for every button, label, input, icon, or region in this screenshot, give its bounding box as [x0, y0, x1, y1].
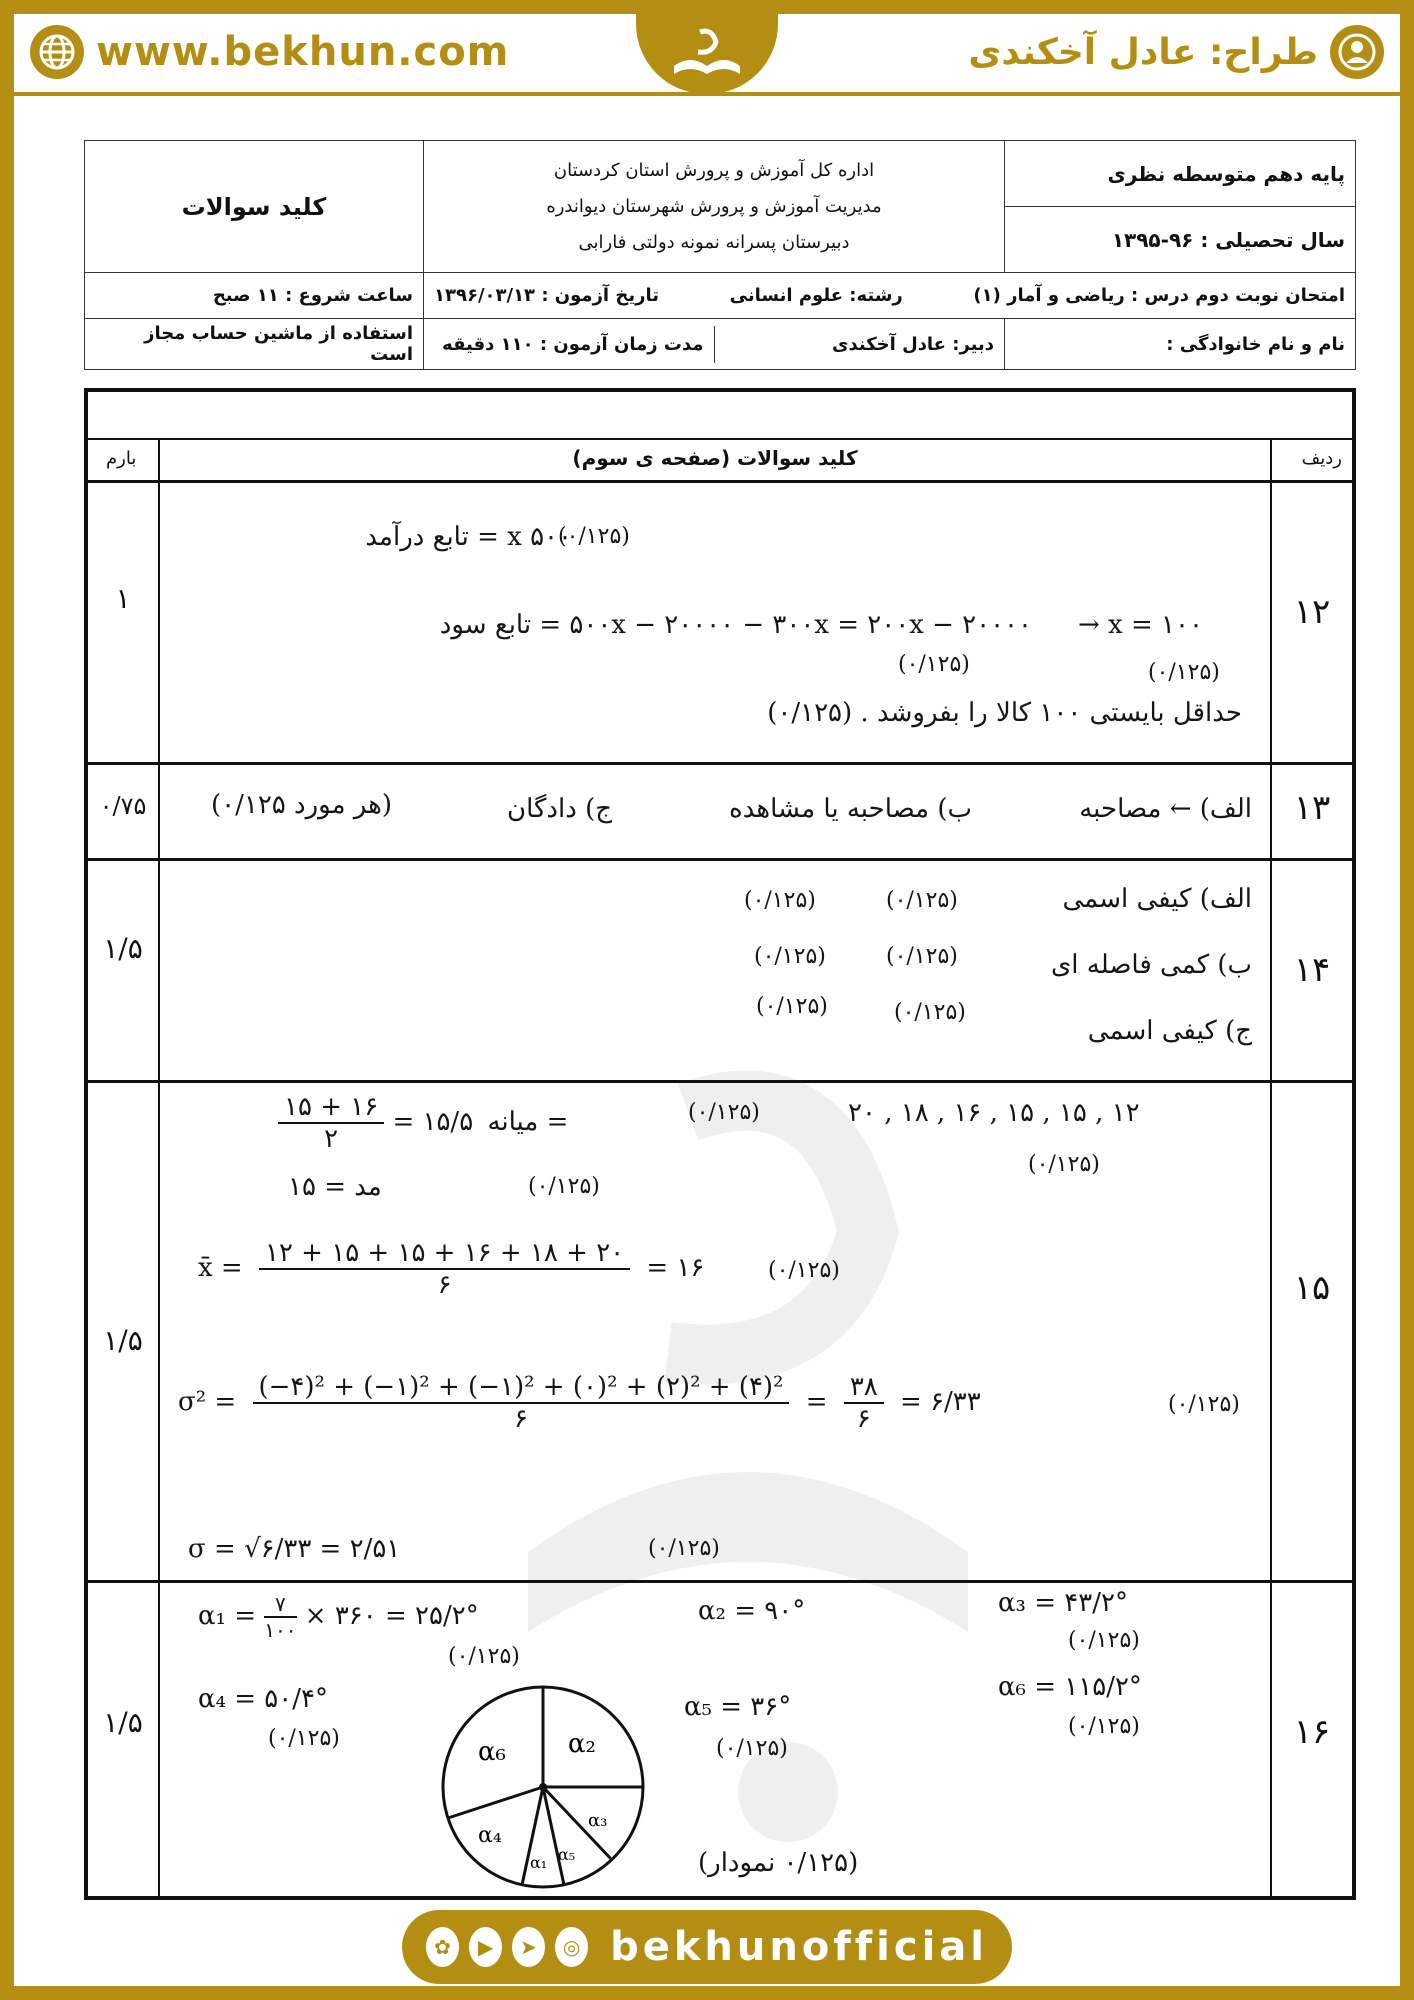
aparat-icon[interactable]: ✿ — [426, 1927, 459, 1967]
row-number: ۱۵ — [1293, 1268, 1331, 1308]
score-column-divider — [158, 438, 160, 1896]
fraction-numerator: ۳۸ — [844, 1372, 884, 1404]
mean-fraction — [259, 1238, 630, 1300]
org-line-1: اداره کل آموزش و پرورش استان کردستان — [553, 159, 875, 181]
answer-line: α₃ = ۴۳/۲° — [998, 1588, 1128, 1618]
designer-credit — [968, 24, 1384, 80]
fraction-denominator: ۶ — [514, 1404, 528, 1434]
answer-line: (۰/۱۲۵) — [558, 524, 630, 549]
website-url: www.bekhun.com — [96, 29, 510, 75]
answer-line: ب) مصاحبه یا مشاهده — [729, 794, 972, 824]
mean-formula — [198, 1238, 704, 1300]
col-title-label: کلید سوالات (صفحه ی سوم) — [572, 446, 858, 470]
answer-line: ج) کیفی اسمی — [1087, 1016, 1252, 1046]
pie-label-a6: α₆ — [478, 1737, 506, 1767]
answer-line: ۵۰۰ x = تابع درآمد — [365, 522, 572, 552]
row-number: ۱۴ — [1293, 950, 1331, 990]
teacher-name: دبیر: عادل آخکندی — [714, 326, 1005, 363]
pie-center — [539, 1783, 547, 1791]
teacher-duration-row — [424, 319, 1005, 370]
row-number: ۱۶ — [1293, 1712, 1331, 1752]
fraction-numerator: ۱۵ + ۱۶ — [278, 1092, 384, 1124]
std-dev-line: σ = √۶/۳۳ = ۲/۵۱ — [188, 1534, 401, 1564]
row-divider — [88, 1080, 1352, 1083]
exam-duration: مدت زمان آزمون : ۱۱۰ دقیقه — [442, 333, 704, 355]
answer-line: ب) کمی فاصله ای — [1050, 950, 1252, 980]
fraction-denominator: ۱۰۰ — [264, 1618, 297, 1642]
answer-line: الف) ← مصاحبه — [1079, 794, 1252, 824]
start-time: ساعت شروع : ۱۱ صبح — [85, 273, 424, 319]
alpha1-fraction — [264, 1592, 296, 1642]
row-score: ۱/۵ — [103, 932, 143, 965]
variance-formula — [178, 1372, 981, 1434]
social-bar — [402, 1910, 1012, 1984]
user-icon — [1330, 25, 1384, 79]
answer-line: (۰/۱۲۵) — [894, 1000, 966, 1025]
row-number: ۱۲ — [1293, 592, 1331, 632]
answer-line: (۰/۱۲۵) — [768, 1258, 840, 1283]
median-label: میانه = — [487, 1107, 569, 1137]
row-divider — [88, 1580, 1352, 1583]
mean-result: = ۱۶ — [646, 1253, 705, 1283]
answer-line: (۰/۱۲۵) — [648, 1536, 720, 1561]
instagram-icon[interactable]: ◎ — [555, 1927, 588, 1967]
answer-line: ۲۰ , ۱۸ , ۱۶ , ۱۵ , ۱۵ , ۱۲ — [848, 1098, 1140, 1128]
row-column-divider — [1270, 438, 1272, 1896]
answer-line: (۰/۱۲۵) — [716, 1736, 788, 1761]
median-fraction — [278, 1092, 384, 1154]
answer-line: (هر مورد ۰/۱۲۵) — [210, 790, 392, 820]
row-score: ۱/۵ — [103, 1324, 143, 1357]
answer-line: α₄ = ۵۰/۴° — [198, 1684, 328, 1714]
answer-key-title: کلید سوالات — [85, 141, 424, 273]
fraction-denominator: ۲ — [324, 1124, 339, 1154]
col-row-label: ردیف — [1301, 448, 1342, 469]
social-handle[interactable]: bekhunofficial — [610, 1924, 988, 1970]
median-formula — [278, 1092, 568, 1154]
answer-line: (۰/۱۲۵) — [898, 652, 970, 677]
org-line-3: دبیرستان پسرانه نمونه دولتی فارابی — [578, 231, 850, 253]
telegram-icon[interactable]: ➤ — [512, 1927, 545, 1967]
pie-label-a1: α₁ — [530, 1853, 548, 1872]
answer-line: α₂ = ۹۰° — [698, 1596, 806, 1626]
fraction-numerator: (−۴)² + (−۱)² + (−۱)² + (۰)² + (۲)² + (۴)² — [253, 1372, 790, 1404]
answer-key-table — [84, 388, 1356, 1900]
student-name-label: نام و نام خانوادگی : — [1005, 319, 1356, 370]
alpha1-label: α₁ = — [198, 1601, 265, 1631]
designer-name: طراح: عادل آخکندی — [968, 31, 1318, 73]
youtube-icon[interactable]: ▶ — [469, 1927, 502, 1967]
fraction-numerator: ۱۲ + ۱۵ + ۱۵ + ۱۶ + ۱۸ + ۲۰ — [259, 1238, 630, 1270]
answer-line: (۰/۱۲۵) — [528, 1174, 600, 1199]
answer-line: (۰/۱۲۵) — [688, 1100, 760, 1125]
exam-date: تاریخ آزمون : ۱۳۹۶/۰۳/۱۳ — [434, 285, 659, 306]
pie-divider — [448, 1787, 543, 1818]
answer-line: (۰/۱۲۵) — [756, 994, 828, 1019]
answer-line: (۰/۱۲۵) — [1068, 1628, 1140, 1653]
exam-header-table — [84, 140, 1356, 370]
answer-line: (۰/۱۲۵ نمودار) — [698, 1848, 859, 1878]
variance-value-fraction — [844, 1372, 884, 1434]
answer-line: (۰/۱۲۵) — [886, 944, 958, 969]
pie-label-a3: α₃ — [588, 1810, 608, 1831]
fraction-denominator: ۶ — [856, 1404, 871, 1434]
variance-label: σ² = — [178, 1387, 245, 1417]
variance-result: = ۶/۳۳ — [900, 1387, 981, 1417]
header-divider — [14, 92, 1400, 96]
answer-line: ج) دادگان — [507, 794, 612, 824]
answer-line: (۰/۱۲۵) — [1168, 1392, 1240, 1417]
grade-label: پایه دهم متوسطه نظری — [1005, 141, 1356, 207]
website-link[interactable] — [30, 24, 509, 80]
answer-line: ۵۰۰x − ۲۰۰۰۰ − ۳۰۰x = ۲۰۰x − ۲۰۰۰۰ = تابع سود — [439, 610, 1032, 640]
exam-info-row — [424, 273, 1356, 319]
answer-line: (۰/۱۲۵) — [1148, 660, 1220, 685]
row-number: ۱۳ — [1293, 788, 1331, 828]
answer-line: (۰/۱۲۵) — [744, 888, 816, 913]
answer-line: حداقل بایستی ۱۰۰ کالا را بفروشد . (۰/۱۲۵) — [767, 698, 1242, 728]
mode-line: مد = ۱۵ — [288, 1172, 382, 1202]
pie-label-a4: α₄ — [478, 1823, 502, 1848]
row-divider — [88, 858, 1352, 861]
mean-label: x̄ = — [198, 1253, 251, 1283]
pie-chart — [438, 1682, 648, 1892]
exam-field: رشته: علوم انسانی — [729, 285, 903, 306]
answer-line: (۰/۱۲۵) — [886, 888, 958, 913]
pie-label-a5: α₅ — [558, 1845, 576, 1864]
answer-line: (۰/۱۲۵) — [754, 944, 826, 969]
row-score: ۰/۷۵ — [99, 792, 147, 820]
org-line-2: مدیریت آموزش و پرورش شهرستان دیواندره — [546, 195, 882, 217]
fraction-numerator: ۷ — [264, 1592, 296, 1618]
exam-title: امتحان نوبت دوم درس : ریاضی و آمار (۱) — [973, 285, 1345, 306]
row-divider — [88, 762, 1352, 765]
fraction-denominator: ۶ — [437, 1270, 452, 1300]
answer-line: (۰/۱۲۵) — [1068, 1714, 1140, 1739]
pie-label-a2: α₂ — [568, 1729, 596, 1759]
calculator-note: استفاده از ماشین حساب مجاز است — [85, 319, 424, 370]
answer-line: الف) کیفی اسمی — [1062, 884, 1252, 914]
school-year: سال تحصیلی : ۹۶-۱۳۹۵ — [1005, 207, 1356, 273]
answer-line: → x = ۱۰۰ — [1078, 610, 1203, 640]
answer-line: (۰/۱۲۵) — [268, 1726, 340, 1751]
row-score: ۱ — [115, 582, 131, 615]
answer-line: (۰/۱۲۵) — [1028, 1152, 1100, 1177]
answer-line: α₅ = ۳۶° — [684, 1692, 792, 1722]
book-logo-icon — [662, 24, 752, 84]
col-score-label: بارم — [106, 448, 137, 469]
column-header-row — [88, 438, 1352, 483]
answer-line: α₆ = ۱۱۵/۲° — [998, 1672, 1142, 1702]
variance-fraction — [253, 1372, 790, 1434]
row-score: ۱/۵ — [103, 1706, 143, 1739]
answers-top-band — [88, 392, 1352, 440]
equals-sign: = — [805, 1387, 836, 1417]
alpha1-result: × ۳۶۰ = ۲۵/۲° — [304, 1601, 479, 1631]
alpha1-formula — [198, 1592, 479, 1642]
answer-line: (۰/۱۲۵) — [448, 1644, 520, 1669]
globe-icon — [30, 25, 84, 79]
organization-block — [424, 141, 1005, 273]
median-result: = ۱۵/۵ — [392, 1107, 474, 1137]
